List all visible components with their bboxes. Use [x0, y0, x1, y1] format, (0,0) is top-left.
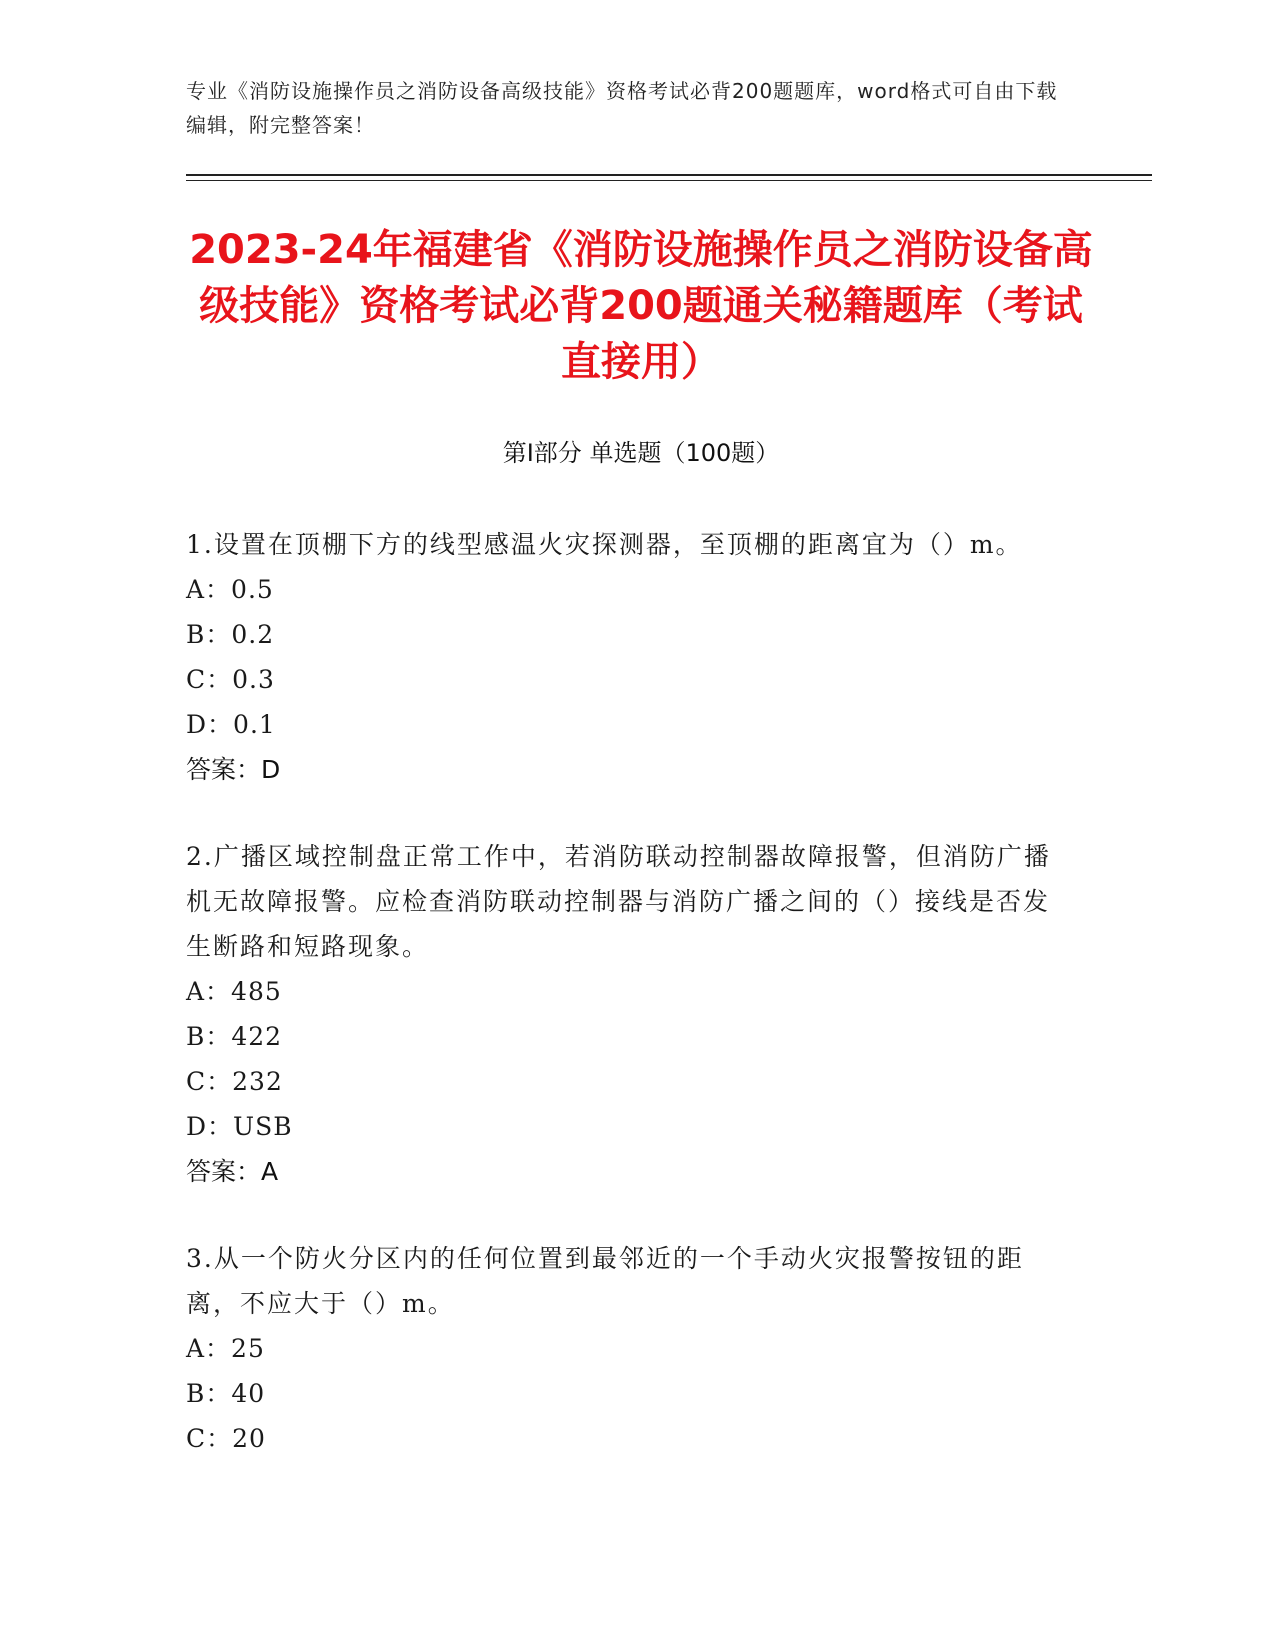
question-3 — [186, 1236, 1066, 1461]
section-heading: 第I部分 单选题（100题） — [502, 439, 780, 467]
header-rule-thin — [186, 180, 1152, 181]
answer-line: 答案：A — [186, 1157, 279, 1186]
option-b: B：422 — [186, 1022, 283, 1051]
question-list — [186, 522, 1066, 1503]
option-d: D：USB — [186, 1112, 293, 1141]
question-text: 1.设置在顶棚下方的线型感温火灾探测器，至顶棚的距离宜为（）m。 — [186, 530, 1023, 559]
option-b: B：0.2 — [186, 620, 275, 649]
option-a: A：0.5 — [186, 575, 274, 604]
option-c: C：0.3 — [186, 665, 275, 694]
header-note: 专业《消防设施操作员之消防设备高级技能》资格考试必背200题题库，word格式可自由下载编辑，附完整答案！ — [186, 79, 1058, 137]
option-b: B：40 — [186, 1379, 266, 1408]
question-text: 2.广播区域控制盘正常工作中，若消防联动控制器故障报警，但消防广播机无故障报警。应检查消防联动控制器与消防广播之间的（）接线是否发生断路和短路现象。 — [186, 842, 1051, 961]
question-1 — [186, 522, 1066, 792]
option-a: A：25 — [186, 1334, 265, 1363]
option-c: C：20 — [186, 1424, 266, 1453]
document-title: 2023-24年福建省《消防设施操作员之消防设备高级技能》资格考试必背200题通关秘籍题库（考试直接用） — [189, 227, 1093, 385]
answer-line: 答案：D — [186, 755, 281, 784]
option-a: A：485 — [186, 977, 282, 1006]
header-rule-thick — [186, 174, 1152, 176]
question-2 — [186, 834, 1066, 1194]
option-c: C：232 — [186, 1067, 283, 1096]
question-text: 3.从一个防火分区内的任何位置到最邻近的一个手动火灾报警按钮的距离，不应大于（）m。 — [186, 1244, 1024, 1318]
option-d: D：0.1 — [186, 710, 276, 739]
